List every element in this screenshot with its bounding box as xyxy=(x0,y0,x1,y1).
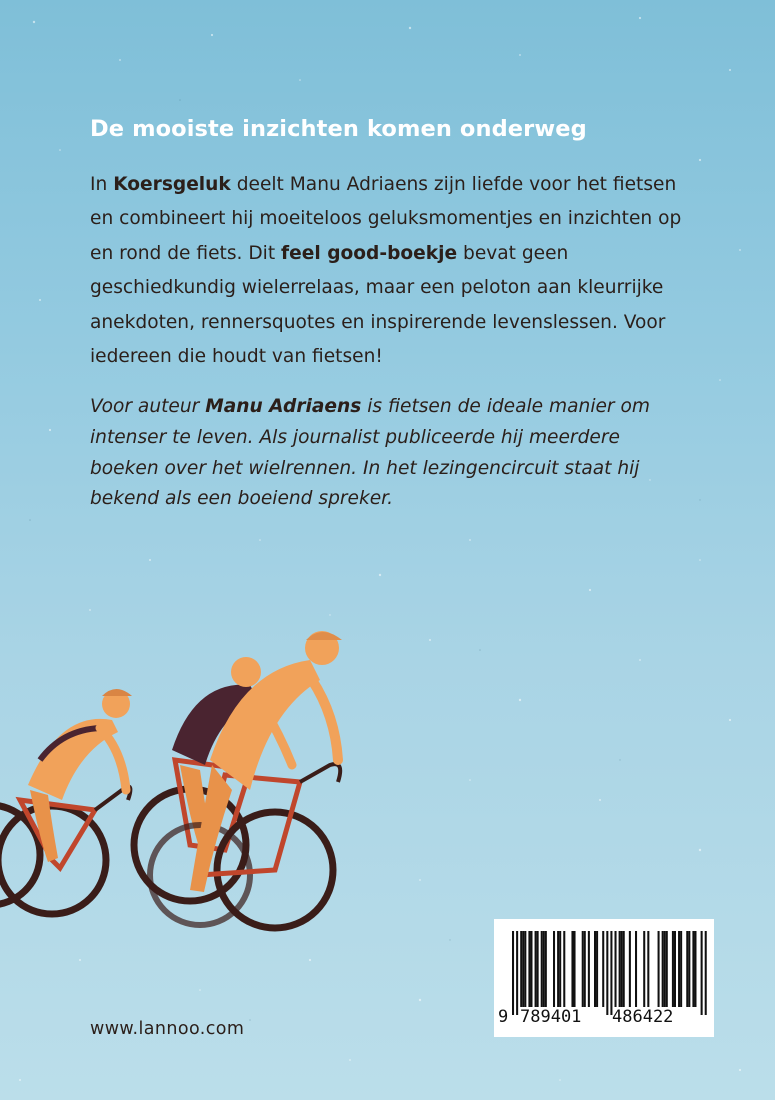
barcode-bar xyxy=(584,931,586,1007)
description-text: bevat geen geschiedkundig wielerrelaas, maar een peloton aan kleurrijke anekdoten, rennersquotes en inspirerende levenslessen. Voor iedereen die houdt van fietsen! xyxy=(90,242,666,368)
tagline-heading: De mooiste inzichten komen onderweg xyxy=(90,116,587,142)
barcode-bar xyxy=(688,931,690,1007)
barcode-bar xyxy=(596,931,598,1007)
genre-highlight: feel good-boekje xyxy=(281,242,458,264)
barcode-bar xyxy=(582,931,584,1007)
barcode-bar xyxy=(520,931,522,1007)
barcode-bar xyxy=(610,931,612,1015)
barcode-bar xyxy=(664,931,666,1007)
bio-text: is fietsen de ideale manier om intenser te leven. Als journalist publiceerde hij meerdere boeken over het wielrennen. In het lezingencircuit staat hij bekend als een boeiend spreker. xyxy=(90,396,650,510)
barcode-bar xyxy=(694,931,696,1007)
barcode-bar xyxy=(522,931,524,1007)
barcode-bar xyxy=(635,931,637,1007)
barcode-bar xyxy=(559,931,561,1007)
barcode-bar xyxy=(647,931,649,1007)
isbn-lead-digit: 9 xyxy=(498,1007,509,1027)
barcode-bar xyxy=(701,931,703,1015)
description-text: In xyxy=(90,174,114,195)
barcode-bar xyxy=(543,931,545,1007)
barcode-bar xyxy=(674,931,676,1007)
barcode-bar xyxy=(678,931,680,1007)
barcode-bar xyxy=(662,931,664,1007)
author-bio xyxy=(90,392,690,515)
barcode-bar xyxy=(594,931,596,1007)
barcode-bar xyxy=(672,931,674,1007)
barcode-bar xyxy=(535,931,537,1007)
barcode-bar xyxy=(557,931,559,1007)
isbn-number xyxy=(494,1007,714,1033)
bio-text: Voor auteur xyxy=(90,396,206,417)
barcode-bar xyxy=(563,931,565,1007)
barcode-bar xyxy=(623,931,625,1007)
barcode-bar xyxy=(615,931,617,1007)
isbn-right-group: 486422 xyxy=(612,1007,674,1027)
cyclists-illustration xyxy=(0,600,380,940)
barcode-bar xyxy=(571,931,573,1007)
barcode-bar xyxy=(588,931,590,1007)
barcode-bar xyxy=(537,931,539,1007)
barcode-bar xyxy=(680,931,682,1007)
barcode-bar xyxy=(658,931,660,1007)
barcode-bar xyxy=(530,931,532,1007)
barcode-bar xyxy=(541,931,543,1007)
barcode-bar xyxy=(574,931,576,1007)
barcode-bar xyxy=(516,931,518,1015)
barcode-bar xyxy=(512,931,514,1015)
barcode-bar xyxy=(705,931,707,1015)
isbn-barcode xyxy=(494,919,714,1037)
barcode-bar xyxy=(606,931,608,1015)
barcode-bar xyxy=(528,931,530,1007)
barcode-bar xyxy=(553,931,555,1007)
barcode-bar xyxy=(629,931,631,1007)
cyclist-left xyxy=(0,689,132,914)
barcode-bar xyxy=(619,931,621,1007)
barcode-bar xyxy=(686,931,688,1007)
barcode-bar xyxy=(692,931,694,1007)
barcode-bar xyxy=(666,931,668,1007)
description-text: deelt Manu Adriaens zijn liefde voor het fietsen en combineert hij moeiteloos geluksmomentjes en inzichten op en rond de fiets. Dit xyxy=(90,174,682,264)
barcode-bar xyxy=(545,931,547,1007)
author-name: Manu Adriaens xyxy=(205,396,362,417)
publisher-website[interactable]: www.lannoo.com xyxy=(90,1019,245,1039)
barcode-bar xyxy=(602,931,604,1007)
barcode-bar xyxy=(621,931,623,1007)
book-description xyxy=(90,168,690,374)
barcode-bar xyxy=(524,931,526,1007)
barcode-bar xyxy=(643,931,645,1007)
isbn-left-group: 789401 xyxy=(520,1007,582,1027)
book-title: Koersgeluk xyxy=(113,174,231,195)
